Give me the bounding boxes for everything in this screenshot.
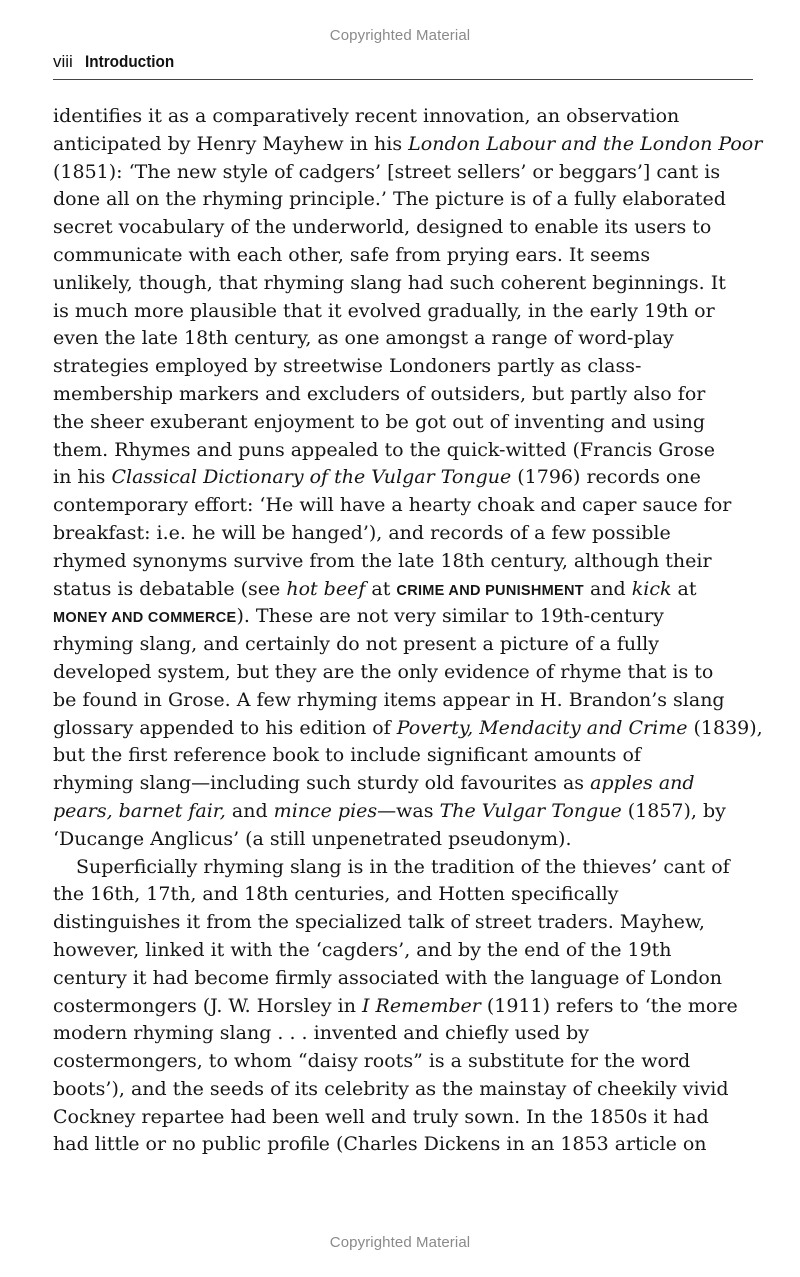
cross-reference: MONEY AND COMMERCE bbox=[53, 610, 237, 627]
body-text bbox=[53, 103, 763, 1159]
text-run: rhyming slang, and certainly do not present a picture of a fully bbox=[53, 633, 659, 656]
italic-title: I Remember bbox=[361, 994, 481, 1017]
running-title: Introduction bbox=[84, 52, 175, 71]
running-header bbox=[53, 51, 753, 73]
copyright-watermark-top: Copyrighted Material bbox=[329, 27, 471, 44]
italic-title: Classical Dictionary of the Vulgar Tongue bbox=[111, 466, 512, 489]
text-line bbox=[53, 742, 759, 770]
cross-reference: CRIME AND PUNISHMENT bbox=[396, 582, 584, 599]
text-run: ‘Ducange Anglicus’ (a still unpenetrated pseudonym). bbox=[53, 827, 572, 850]
text-line bbox=[53, 159, 759, 187]
italic-title: kick bbox=[631, 577, 672, 600]
text-run: modern rhyming slang . . . invented and chiefly used by bbox=[53, 1022, 589, 1045]
text-line bbox=[53, 1020, 759, 1048]
italic-title: Poverty, Mendacity and Crime bbox=[396, 716, 688, 739]
text-run: (1911) refers to ‘the more bbox=[480, 994, 738, 1017]
text-line bbox=[53, 464, 759, 492]
text-run: costermongers (J. W. Horsley in bbox=[53, 994, 362, 1017]
italic-title: apples and bbox=[590, 772, 695, 795]
text-run: and bbox=[583, 577, 632, 600]
italic-title: The Vulgar Tongue bbox=[439, 799, 622, 822]
text-run: strategies employed by streetwise Londoners partly as class- bbox=[53, 355, 642, 378]
text-line bbox=[53, 937, 759, 965]
text-line bbox=[53, 1048, 759, 1076]
text-run: (1839), bbox=[687, 716, 763, 739]
text-line bbox=[53, 881, 759, 909]
text-run: the sheer exuberant enjoyment to be got out of inventing and using bbox=[53, 410, 706, 433]
text-run: secret vocabulary of the underworld, designed to enable its users to bbox=[53, 216, 712, 239]
text-run: (1796) records one bbox=[511, 466, 701, 489]
text-line bbox=[53, 214, 759, 242]
text-line bbox=[53, 965, 759, 993]
text-run: at bbox=[671, 577, 697, 600]
text-line bbox=[53, 659, 759, 687]
text-run: them. Rhymes and puns appealed to the quick-witted (Francis Grose bbox=[53, 438, 715, 461]
italic-title: London Labour and the London Poor bbox=[408, 132, 763, 155]
text-run: communicate with each other, safe from prying ears. It seems bbox=[53, 243, 651, 266]
text-run: costermongers, to whom “daisy roots” is a substitute for the word bbox=[53, 1050, 691, 1073]
copyright-watermark-bottom: Copyrighted Material bbox=[329, 1234, 471, 1251]
text-run: Superficially rhyming slang is in the tradition of the thieves’ cant of bbox=[76, 855, 730, 878]
text-line bbox=[53, 1076, 759, 1104]
text-run: however, linked it with the ‘cagders’, and by the end of the 19th bbox=[53, 938, 672, 961]
text-line bbox=[53, 492, 759, 520]
text-line bbox=[53, 325, 759, 353]
text-run: status is debatable (see bbox=[53, 577, 287, 600]
text-run: rhyming slang—including such sturdy old favourites as bbox=[53, 772, 591, 795]
text-line bbox=[53, 186, 759, 214]
text-line bbox=[53, 854, 759, 882]
text-run: (1857), by bbox=[621, 799, 726, 822]
text-run: done all on the rhyming principle.’ The picture is of a fully elaborated bbox=[53, 188, 726, 211]
text-run: rhymed synonyms survive from the late 18th century, although their bbox=[53, 549, 712, 572]
text-run: had little or no public profile (Charles Dickens in an 1853 article on bbox=[53, 1133, 707, 1156]
text-line bbox=[53, 909, 759, 937]
text-run: be found in Grose. A few rhyming items appear in H. Brandon’s slang bbox=[53, 688, 725, 711]
text-line bbox=[53, 409, 759, 437]
text-line bbox=[53, 520, 759, 548]
text-line bbox=[53, 603, 759, 631]
italic-title: hot beef bbox=[286, 577, 366, 600]
text-run: is much more plausible that it evolved gradually, in the early 19th or bbox=[53, 299, 715, 322]
text-line bbox=[53, 242, 759, 270]
page-number: viii bbox=[53, 52, 73, 71]
text-line bbox=[53, 1131, 759, 1159]
text-line bbox=[53, 798, 759, 826]
text-line bbox=[53, 270, 759, 298]
text-line bbox=[53, 381, 759, 409]
text-run: unlikely, though, that rhyming slang had such coherent beginnings. It bbox=[53, 271, 726, 294]
text-run: boots’), and the seeds of its celebrity as the mainstay of cheekily vivid bbox=[53, 1077, 729, 1100]
text-run: the 16th, 17th, and 18th centuries, and Hotten specifically bbox=[53, 883, 619, 906]
text-line bbox=[53, 576, 759, 604]
text-run: in his bbox=[53, 466, 112, 489]
text-run: at bbox=[365, 577, 397, 600]
text-run: glossary appended to his edition of bbox=[53, 716, 397, 739]
text-run: century it had become firmly associated with the language of London bbox=[53, 966, 723, 989]
italic-title: pears, barnet fair, bbox=[53, 799, 226, 822]
text-line bbox=[53, 131, 763, 159]
text-line bbox=[53, 687, 759, 715]
text-run: —was bbox=[377, 799, 440, 822]
text-line bbox=[53, 298, 759, 326]
text-line bbox=[53, 353, 759, 381]
text-run: distinguishes it from the specialized talk of street traders. Mayhew, bbox=[53, 911, 705, 934]
text-run: anticipated by Henry Mayhew in his bbox=[53, 132, 409, 155]
text-run: even the late 18th century, as one amongst a range of word-play bbox=[53, 327, 674, 350]
italic-title: mince pies bbox=[273, 799, 378, 822]
text-run: Cockney repartee had been well and truly sown. In the 1850s it had bbox=[53, 1105, 709, 1128]
text-line bbox=[53, 1104, 759, 1132]
text-run: breakfast: i.e. he will be hanged’), and records of a few possible bbox=[53, 521, 671, 544]
text-line bbox=[53, 103, 759, 131]
text-run: (1851): ‘The new style of cadgers’ [street sellers’ or beggars’] cant is bbox=[53, 160, 721, 183]
text-line bbox=[53, 631, 759, 659]
text-run: ). These are not very similar to 19th-century bbox=[236, 605, 664, 628]
text-run: developed system, but they are the only evidence of rhyme that is to bbox=[53, 660, 714, 683]
text-line bbox=[53, 715, 763, 743]
text-line bbox=[53, 548, 759, 576]
text-run: contemporary effort: ‘He will have a hearty choak and caper sauce for bbox=[53, 494, 732, 517]
text-run: identifies it as a comparatively recent innovation, an observation bbox=[53, 105, 680, 127]
header-rule bbox=[53, 79, 753, 80]
text-run: membership markers and excluders of outsiders, but partly also for bbox=[53, 382, 706, 405]
text-run: and bbox=[225, 799, 274, 822]
text-line bbox=[53, 826, 759, 854]
text-run: but the first reference book to include significant amounts of bbox=[53, 744, 641, 767]
text-line bbox=[53, 770, 759, 798]
text-line bbox=[53, 993, 759, 1021]
text-line bbox=[53, 437, 759, 465]
